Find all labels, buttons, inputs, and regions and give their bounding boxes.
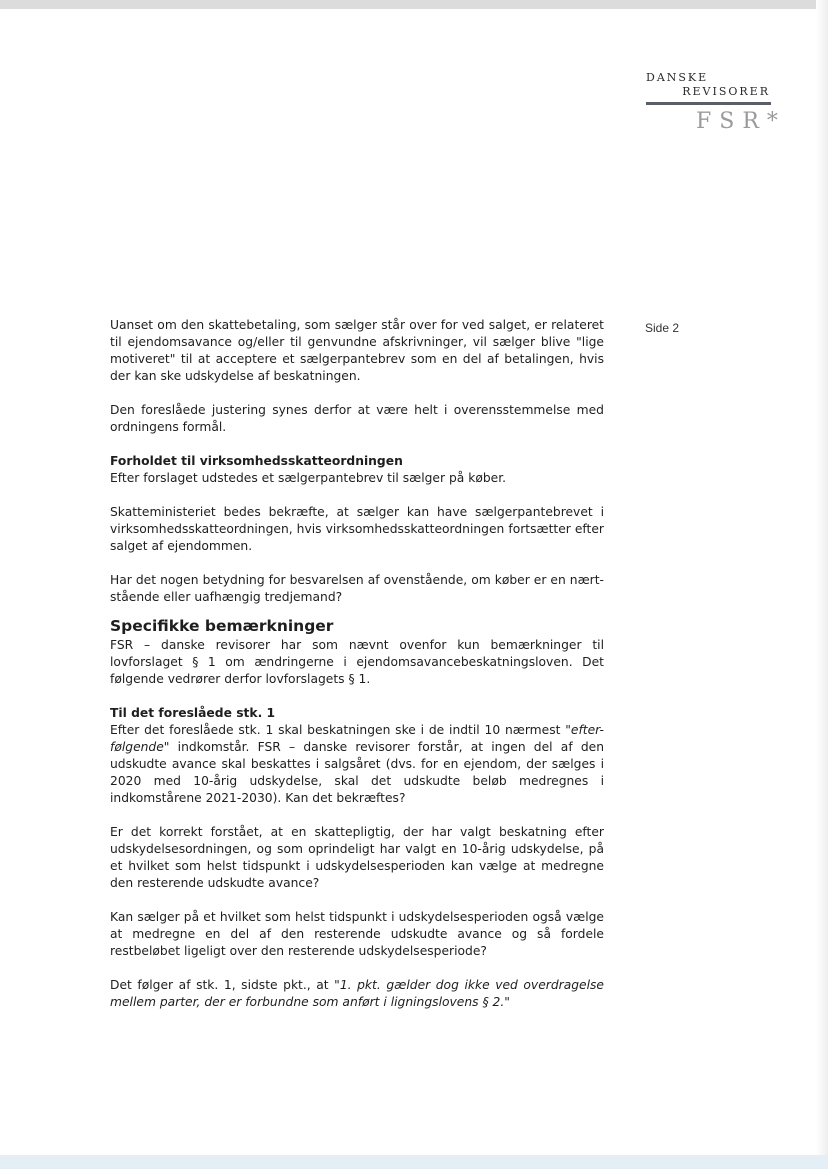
paragraph-2: Den foreslåede justering synes derfor at være helt i overensstemmelse med ordningens formål. xyxy=(110,403,604,434)
scan-right-edge xyxy=(816,0,828,1169)
paragraph-7-start: Efter det foreslåede stk. 1 skal beskatningen ske i de indtil 10 nærmest xyxy=(110,723,566,737)
paragraph-9: Kan sælger på et hvilket som helst tidspunkt i udskydelsesperioden også vælge at medregne en del af den resterende udskudte avance og så fordele restbeløbet ligeligt over den resterende udskydelsesperiode? xyxy=(110,910,604,958)
paragraph-5: Har det nogen betydning for besvarelsen af ovenstående, om køber er en nært-stående eller uafhængig tredjemand? xyxy=(110,573,604,604)
paragraph-7-quote: "efter-følgende" xyxy=(110,723,604,754)
logo-text-danske: DANSKE xyxy=(646,71,709,84)
scan-top-edge xyxy=(0,0,828,9)
paragraph-10-quote: "1. pkt. gælder dog ikke ved overdragelse mellem parter, der er forbundne som anført i ligningslovens § 2." xyxy=(110,978,604,1009)
heading-stk-1: Til det foreslåede stk. 1 xyxy=(110,706,276,720)
fsr-logo xyxy=(640,71,786,141)
paragraph-6: FSR – danske revisorer har som nævnt ovenfor kun bemærkninger til lovforslaget § 1 om ændringerne i ejendomsavancebeskatningsloven. Det følgende vedrører derfor lovforslagets § 1. xyxy=(110,638,604,686)
paragraph-4: Skatteministeriet bedes bekræfte, at sælger kan have sælgerpantebrevet i virksomhedsskatteordningen, hvis virksomhedsskatteordningen fortsætter efter salget af ejendommen. xyxy=(110,505,604,553)
scan-bottom-edge xyxy=(0,1155,828,1169)
heading-specifikke-bemaerkninger: Specifikke bemærkninger xyxy=(110,617,334,635)
paragraph-8: Er det korrekt forstået, at en skattepligtig, der har valgt beskatning efter udskydelsesordningen, og som oprindeligt har valgt en 10-årig udskydelse, på et hvilket som helst tidspunkt i udskydelsesperioden kan vælge at medregne den resterende udskudte avance? xyxy=(110,825,604,890)
logo-bar xyxy=(646,102,771,105)
paragraph-10-start: Det følger af stk. 1, sidste pkt., at xyxy=(110,978,335,992)
page-number-label: Side 2 xyxy=(645,321,680,335)
heading-virksomhedsskatteordningen: Forholdet til virksomhedsskatteordningen xyxy=(110,454,403,468)
logo-text-fsr: FSR* xyxy=(696,109,786,134)
paragraph-7-end: indkomstår. FSR – danske revisorer forstår, at ingen del af den udskudte avance skal beskattes i salgsåret (dvs. for en ejendom, der sælges i 2020 med 10-årig udskydelse, skal det udskudte beløb medregnes i indkomstårene 2021-2030). Kan det bekræftes? xyxy=(110,740,604,805)
paragraph-3: Efter forslaget udstedes et sælgerpantebrev til sælger på køber. xyxy=(110,471,507,485)
paragraph-10 xyxy=(110,977,604,1011)
logo-text-revisorer: REVISORER xyxy=(682,85,770,98)
paragraph-7 xyxy=(110,722,604,807)
document-body xyxy=(110,317,604,1011)
paragraph-1: Uanset om den skattebetaling, som sælger står over for ved salget, er relateret til ejendomsavance og/eller til genvundne afskrivninger, vil sælger blive "lige motiveret" til at acceptere et sælgerpantebrev som en del af betalingen, hvis der kan ske udskydelse af beskatningen. xyxy=(110,318,604,383)
